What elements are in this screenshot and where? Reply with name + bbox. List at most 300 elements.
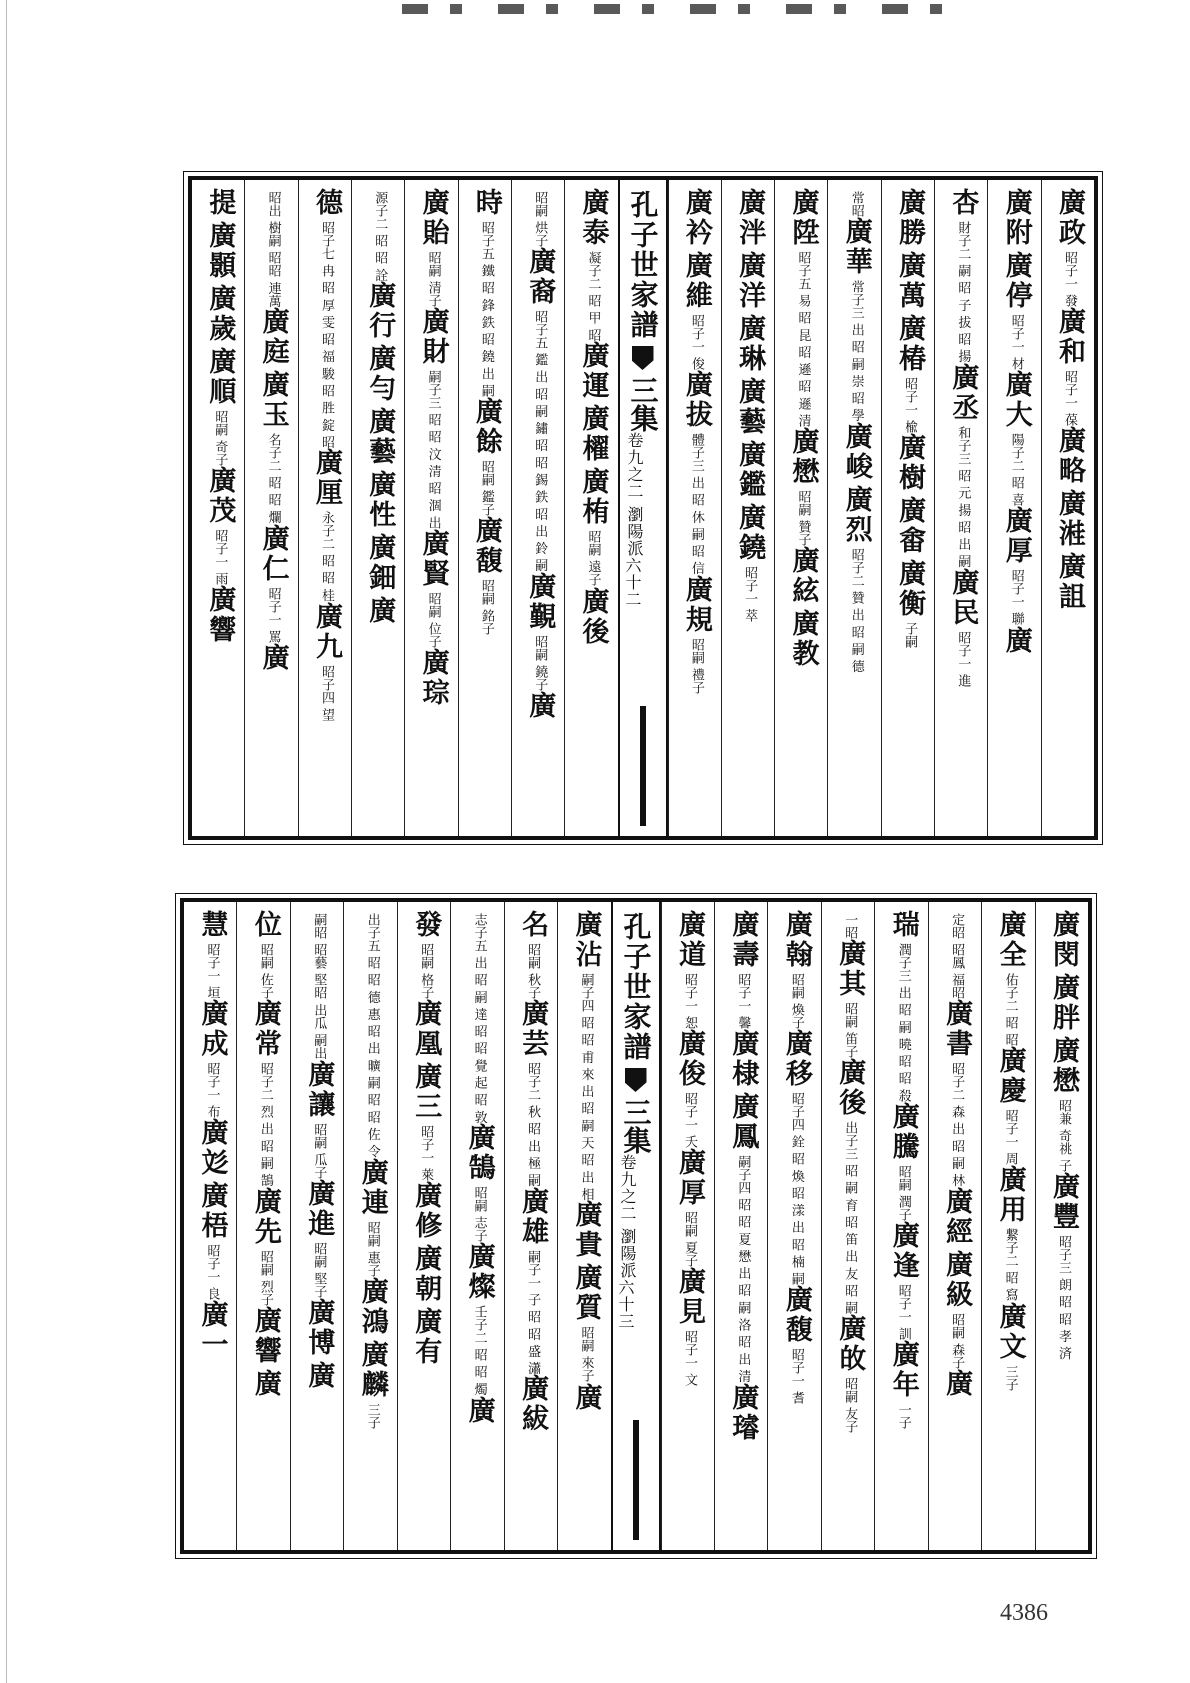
person-name: 廣見 bbox=[673, 1267, 705, 1328]
entry bbox=[674, 1148, 705, 1267]
person-name: 廣庭 bbox=[257, 307, 289, 368]
entry bbox=[578, 587, 609, 650]
person-name: 廣琳 bbox=[734, 314, 766, 374]
lineage-note: 昭子一 萊 bbox=[418, 1125, 434, 1182]
person-name: 廣雄 bbox=[517, 1186, 549, 1247]
entry bbox=[357, 1277, 388, 1340]
entry bbox=[947, 568, 978, 687]
genealogy-leaf-upper bbox=[188, 176, 1098, 840]
person-name: 廣藝 bbox=[364, 407, 396, 468]
person-name: 廣後 bbox=[577, 586, 609, 647]
entry bbox=[734, 503, 765, 622]
entry bbox=[357, 910, 388, 1158]
entry bbox=[517, 1374, 548, 1437]
lineage-note: 永子二 昭 昭 桂 bbox=[318, 511, 334, 602]
entry bbox=[204, 585, 235, 648]
entry bbox=[571, 910, 602, 1200]
person-name: 廣道 bbox=[673, 910, 705, 970]
lineage-note: 昭子二 森 出 昭 嗣 林 bbox=[949, 1062, 965, 1187]
binding-edge-line bbox=[6, 0, 7, 1683]
person-name: 廣峻 bbox=[840, 421, 872, 482]
lineage-note: 昭子七 冉 昭 厚 雯 昭 福 駿 昭 胜 錠 昭 bbox=[318, 221, 334, 449]
lineage-note: 陽子二 昭 喜 bbox=[1008, 433, 1024, 507]
lineage-note: 嗣子三 昭 昭 汶 清 昭 涸 出 bbox=[425, 370, 441, 530]
entry bbox=[410, 1062, 441, 1181]
lineage-note: 嗣子四 昭 昭 夏 懋 出 昭 嗣 洛 昭 出 清 bbox=[735, 1155, 751, 1383]
register-column bbox=[774, 180, 827, 836]
entry bbox=[464, 1396, 495, 1429]
lineage-note: 昭嗣 友子 bbox=[842, 1377, 858, 1434]
entry bbox=[471, 188, 502, 397]
register-column bbox=[511, 180, 564, 836]
entry bbox=[1048, 973, 1079, 1036]
entry bbox=[204, 188, 235, 221]
entry bbox=[303, 910, 334, 1060]
page-number: 4386 bbox=[1000, 1600, 1048, 1626]
entry bbox=[410, 999, 441, 1062]
person-name: 提 bbox=[204, 188, 236, 218]
person-name: 廣勝 bbox=[894, 188, 926, 248]
person-name: 廣經 bbox=[941, 1186, 973, 1247]
person-name: 廣厚 bbox=[673, 1148, 705, 1209]
chapter-label: 卷九之二 瀏陽派 bbox=[618, 1154, 637, 1280]
entry bbox=[841, 422, 872, 485]
person-name: 廣胖 bbox=[1048, 973, 1079, 1033]
entry bbox=[834, 910, 865, 939]
lineage-note: 出子三 昭 嗣 育 昭 笛 出 友 昭 嗣 bbox=[842, 1121, 858, 1315]
entry bbox=[364, 407, 395, 470]
entry bbox=[464, 1123, 495, 1242]
lineage-note: 昭子一 楡 bbox=[902, 377, 918, 434]
leaf-number: 六十三 bbox=[616, 1279, 635, 1331]
lineage-note: 昭嗣 煥子 bbox=[788, 973, 804, 1030]
person-name: 廣讓 bbox=[303, 1059, 335, 1120]
leaf-number: 六十二 bbox=[623, 557, 642, 609]
person-name: 廣芸 bbox=[517, 999, 549, 1060]
lineage-note: 體子三 出 昭 休 嗣 昭 信 bbox=[688, 433, 704, 575]
volume-label: 三集 bbox=[626, 376, 660, 432]
entry bbox=[196, 910, 227, 999]
entry bbox=[524, 691, 555, 724]
entry bbox=[947, 363, 978, 568]
lineage-note: 昭子一 良 bbox=[204, 1244, 220, 1301]
lineage-note: 昭子一 進 bbox=[955, 630, 971, 687]
person-name: 廣修 bbox=[410, 1181, 442, 1242]
lineage-note: 昭子一 萃 bbox=[742, 566, 758, 623]
register-column bbox=[668, 180, 721, 836]
gutter-bar bbox=[633, 1420, 639, 1540]
lineage-note: 昭子一 夭 bbox=[681, 1092, 697, 1149]
entry bbox=[1001, 506, 1032, 625]
register-column bbox=[1041, 180, 1094, 836]
person-name: 廣馥 bbox=[780, 1285, 812, 1346]
entry bbox=[674, 1029, 705, 1148]
entry bbox=[303, 1361, 334, 1394]
entry bbox=[204, 466, 235, 585]
entry bbox=[995, 1302, 1026, 1391]
person-name: 廣烈 bbox=[840, 484, 872, 545]
chapter-label: 卷九之二 瀏陽派 bbox=[625, 432, 644, 558]
person-name: 廣俊 bbox=[673, 1029, 705, 1090]
entry bbox=[941, 1187, 972, 1250]
entry bbox=[834, 1314, 865, 1433]
person-name: 廣朝 bbox=[410, 1244, 442, 1305]
entry bbox=[941, 1250, 972, 1369]
lineage-note: 財子二 嗣 昭 子 拔 昭 揚 bbox=[955, 221, 971, 363]
entry bbox=[727, 910, 758, 1029]
person-name: 時 bbox=[470, 188, 502, 218]
person-name: 廣沾 bbox=[570, 910, 602, 970]
register-column bbox=[767, 902, 820, 1550]
person-name: 廣大 bbox=[1000, 370, 1032, 431]
lineage-note: 昭子五 鐵 昭 鋒 鉄 昭 鐃 出 嗣 bbox=[478, 221, 494, 398]
entry bbox=[1054, 426, 1085, 489]
entry bbox=[1048, 910, 1079, 973]
lineage-note: 昭子一 葆 bbox=[1062, 370, 1077, 427]
entry bbox=[681, 188, 712, 251]
entry bbox=[204, 284, 235, 347]
entry bbox=[1054, 307, 1085, 426]
entry bbox=[517, 910, 548, 999]
entry bbox=[364, 596, 395, 629]
lineage-note: 昭嗣 惠子 bbox=[364, 1220, 380, 1277]
person-name: 廣鵠 bbox=[463, 1123, 495, 1184]
lineage-note: 昭子一 罵 bbox=[265, 586, 281, 643]
person-name: 廣麟 bbox=[356, 1339, 388, 1400]
entry bbox=[1001, 188, 1032, 251]
lineage-note: 昭子二 烈 出 昭 嗣 鵠 bbox=[257, 1062, 273, 1187]
entry bbox=[888, 910, 919, 1102]
entry bbox=[894, 251, 925, 314]
person-name: 廣櫂 bbox=[577, 404, 609, 465]
entry bbox=[727, 1383, 758, 1446]
lineage-note: 昭兼 奇祧 子 bbox=[1056, 1099, 1071, 1173]
entry bbox=[894, 559, 925, 648]
person-name: 廣璿 bbox=[727, 1382, 759, 1443]
person-name: 廣進 bbox=[303, 1178, 335, 1239]
entry bbox=[418, 529, 449, 648]
register-column bbox=[504, 902, 557, 1550]
entry bbox=[571, 1200, 602, 1263]
entry bbox=[364, 281, 395, 344]
person-name: 廣鳳 bbox=[727, 1092, 759, 1153]
person-name: 廣畬 bbox=[894, 496, 926, 557]
person-name: 廣敀 bbox=[834, 1314, 866, 1375]
person-name: 廣 bbox=[257, 642, 289, 673]
person-name: 廣教 bbox=[787, 609, 819, 670]
person-name: 廣質 bbox=[570, 1263, 602, 1324]
entry bbox=[578, 467, 609, 586]
entry bbox=[258, 643, 289, 676]
entry bbox=[250, 1306, 281, 1369]
lineage-note: 昭嗣 森子 bbox=[949, 1312, 965, 1370]
lineage-note: 昭嗣 贊子 bbox=[795, 490, 811, 547]
lineage-note: 一昭 bbox=[842, 913, 858, 939]
entry bbox=[464, 910, 495, 1123]
lineage-note: 昭出 樹嗣 昭昭 連萬 bbox=[265, 191, 281, 308]
person-name: 廣彣 bbox=[196, 1118, 228, 1179]
volume-label: 三集 bbox=[619, 1098, 653, 1154]
lineage-note: 昭子一 耆 bbox=[788, 1348, 804, 1405]
register-column bbox=[821, 902, 874, 1550]
person-name: 廣紱 bbox=[517, 1374, 549, 1435]
person-name: 廣藝 bbox=[734, 377, 766, 437]
person-name: 廣連 bbox=[356, 1157, 388, 1218]
lineage-note: 壬子二 昭 昭 燭 bbox=[471, 1305, 487, 1396]
person-name: 廣騰 bbox=[887, 1101, 919, 1162]
person-name: 廣泰 bbox=[577, 188, 609, 248]
entry bbox=[734, 377, 765, 440]
entry bbox=[894, 496, 925, 559]
lineage-note: 昭嗣 遠子 bbox=[585, 530, 601, 587]
entry bbox=[258, 370, 289, 523]
lineage-note: 昭子一 垣 bbox=[204, 943, 220, 1000]
entry bbox=[418, 188, 449, 307]
lineage-note: 昭嗣 來子 bbox=[578, 1326, 594, 1383]
fish-tail-ornament bbox=[625, 1068, 647, 1092]
entry bbox=[995, 910, 1026, 1046]
entry bbox=[258, 307, 289, 370]
lineage-note: 昭嗣 鑑子 bbox=[478, 460, 494, 517]
entry bbox=[841, 217, 872, 422]
lineage-note: 昭子三 朗 昭 昭 孝 済 bbox=[1056, 1235, 1071, 1360]
entry bbox=[1054, 489, 1085, 552]
person-name: 廣勻 bbox=[364, 344, 396, 405]
entry bbox=[196, 1181, 227, 1300]
cropped-previous-page-strip bbox=[402, 4, 942, 14]
person-name: 發 bbox=[410, 910, 442, 940]
entry bbox=[1048, 1172, 1079, 1360]
lineage-note: 嗣子四 昭 昭 甫 來 出 昭 嗣 天 昭 出 相 bbox=[578, 973, 594, 1201]
book-title: 孔子世家譜 bbox=[619, 912, 653, 1062]
person-name: 廣懋 bbox=[787, 427, 819, 488]
person-name: 廣仁 bbox=[257, 523, 289, 584]
entry bbox=[524, 188, 555, 247]
entry bbox=[781, 1029, 812, 1285]
person-name: 廣書 bbox=[941, 999, 973, 1060]
entry bbox=[578, 404, 609, 467]
entry bbox=[578, 188, 609, 341]
register-column bbox=[290, 902, 343, 1550]
lineage-note: 昭嗣 堅子 bbox=[311, 1241, 327, 1298]
entry bbox=[734, 440, 765, 503]
entry bbox=[517, 1187, 548, 1375]
lineage-note: 昭嗣 清子 bbox=[425, 251, 441, 308]
register-column bbox=[557, 902, 610, 1550]
person-name: 廣其 bbox=[834, 939, 866, 999]
entry bbox=[787, 427, 818, 546]
lineage-note: 佑子二 昭 昭 bbox=[1002, 973, 1018, 1047]
register-column bbox=[458, 180, 511, 836]
entry bbox=[734, 251, 765, 314]
person-name: 廣政 bbox=[1054, 188, 1085, 248]
entry bbox=[841, 485, 872, 673]
entry bbox=[204, 221, 235, 284]
entry bbox=[894, 433, 925, 496]
entry bbox=[681, 370, 712, 575]
entry bbox=[734, 188, 765, 251]
entry bbox=[888, 1340, 919, 1429]
entry bbox=[781, 1285, 812, 1404]
person-name: 廣泮 bbox=[734, 188, 766, 248]
center-gutter bbox=[611, 902, 661, 1550]
person-name: 廣顥 bbox=[204, 221, 236, 281]
entry bbox=[1054, 188, 1085, 307]
register-column bbox=[298, 180, 351, 836]
entry bbox=[410, 1181, 441, 1244]
register-column bbox=[343, 902, 396, 1550]
entry bbox=[357, 1158, 388, 1277]
person-name: 廣 bbox=[303, 1360, 335, 1391]
entry bbox=[364, 188, 395, 281]
person-name: 廣博 bbox=[303, 1297, 335, 1358]
person-name: 廣三 bbox=[410, 1062, 442, 1123]
entry bbox=[303, 1179, 334, 1298]
entry bbox=[571, 1383, 602, 1416]
person-name: 廣鈿 bbox=[364, 533, 396, 594]
lineage-note: 昭嗣 瓜子 bbox=[311, 1122, 327, 1179]
entry bbox=[571, 1263, 602, 1382]
entry bbox=[1001, 251, 1032, 370]
entry bbox=[578, 341, 609, 404]
person-name: 廣賢 bbox=[417, 529, 449, 590]
person-name: 廣規 bbox=[680, 574, 712, 635]
person-name: 廣鑑 bbox=[734, 440, 766, 500]
entry bbox=[1001, 626, 1032, 659]
lineage-note: 昭嗣 志子 bbox=[471, 1186, 487, 1243]
person-name: 廣茂 bbox=[204, 466, 236, 527]
lineage-note: 昭嗣 銘子 bbox=[478, 579, 494, 636]
lineage-note: 昭嗣 禮子 bbox=[688, 637, 704, 695]
register-column bbox=[351, 180, 404, 836]
person-name: 廣略 bbox=[1054, 426, 1085, 487]
person-name: 廣 bbox=[570, 1382, 602, 1413]
register-column bbox=[1035, 902, 1088, 1550]
person-name: 廣琮 bbox=[417, 648, 449, 709]
person-name: 廣有 bbox=[410, 1307, 442, 1368]
entry bbox=[410, 1244, 441, 1307]
entry bbox=[674, 1267, 705, 1386]
entry bbox=[834, 1058, 865, 1314]
person-name: 廣運 bbox=[577, 341, 609, 402]
lineage-note: 昭子一 布 bbox=[204, 1062, 220, 1119]
entry bbox=[410, 1307, 441, 1370]
person-name: 廣全 bbox=[994, 910, 1026, 970]
center-gutter bbox=[618, 180, 668, 836]
person-name: 廣民 bbox=[947, 567, 979, 628]
person-name: 廣懋 bbox=[1048, 1036, 1079, 1096]
person-name: 位 bbox=[249, 910, 281, 940]
person-name: 廣先 bbox=[249, 1186, 281, 1247]
lineage-note: 嗣昭 昭藝 堅昭 出瓜 嗣出 bbox=[311, 913, 327, 1060]
entry bbox=[364, 344, 395, 407]
register-column bbox=[564, 180, 617, 836]
person-name: 廣豐 bbox=[1048, 1172, 1079, 1233]
entry bbox=[418, 307, 449, 529]
register-column bbox=[934, 180, 987, 836]
entry bbox=[841, 188, 872, 217]
entry bbox=[1001, 370, 1032, 506]
entry bbox=[727, 1092, 758, 1382]
person-name: 廣級 bbox=[941, 1249, 973, 1310]
register-column bbox=[244, 180, 297, 836]
person-name: 廣行 bbox=[364, 281, 396, 342]
lineage-note: 昭子一 訓 bbox=[895, 1284, 911, 1341]
entry bbox=[364, 470, 395, 533]
entry bbox=[941, 999, 972, 1187]
entry bbox=[471, 516, 502, 635]
person-name: 廣 bbox=[463, 1395, 495, 1426]
lineage-note: 昭嗣 潤子 bbox=[895, 1164, 911, 1222]
entry bbox=[196, 999, 227, 1118]
lineage-note: 昭嗣 佐子 bbox=[257, 943, 273, 1000]
person-name: 廣財 bbox=[417, 307, 449, 368]
entry bbox=[888, 1221, 919, 1340]
book-title: 孔子世家譜 bbox=[626, 190, 660, 340]
register-column bbox=[192, 180, 244, 836]
lineage-note: 昭子一 恕 bbox=[681, 973, 697, 1030]
entry bbox=[303, 1060, 334, 1179]
lineage-note: 昭嗣 鐃子 bbox=[532, 634, 548, 692]
person-name: 廣 bbox=[364, 596, 396, 627]
lineage-note: 昭子四 望 bbox=[318, 664, 334, 722]
person-name: 廣附 bbox=[1000, 188, 1032, 248]
entry bbox=[471, 397, 502, 516]
gutter-bar bbox=[640, 706, 646, 826]
entry bbox=[787, 609, 818, 672]
entry bbox=[834, 939, 865, 1058]
register-column bbox=[714, 902, 767, 1550]
person-name: 廣 bbox=[941, 1369, 973, 1400]
lineage-note: 和子三 昭 元 揚 昭 出 嗣 bbox=[955, 425, 971, 568]
person-name: 廣樹 bbox=[894, 433, 926, 494]
person-name: 廣燦 bbox=[463, 1242, 495, 1303]
register-column bbox=[881, 180, 934, 836]
entry bbox=[311, 448, 342, 601]
person-name: 廣常 bbox=[249, 999, 281, 1060]
lineage-note: 昭子四 銓 昭 煥 昭 漾 出 昭 楠 嗣 bbox=[788, 1092, 804, 1286]
lineage-note: 昭子五 易 昭 昆 昭 遜 昭 遜 清 bbox=[795, 251, 811, 428]
register-column bbox=[981, 902, 1034, 1550]
register-column bbox=[827, 180, 880, 836]
lineage-note: 常子三 出 昭 嗣 崇 昭 學 bbox=[848, 280, 864, 422]
person-name: 廣洋 bbox=[734, 251, 766, 311]
person-name: 廣丞 bbox=[947, 362, 979, 423]
person-name: 廣移 bbox=[780, 1029, 812, 1090]
person-name: 廣文 bbox=[994, 1301, 1026, 1362]
lineage-note: 名子二 昭 昭 爛 bbox=[265, 433, 281, 524]
register-column bbox=[987, 180, 1040, 836]
lineage-note: 昭子一 文 bbox=[681, 1330, 697, 1387]
person-name: 廣壽 bbox=[727, 910, 759, 970]
person-name: 廣閔 bbox=[1048, 910, 1079, 970]
register-column bbox=[661, 902, 714, 1550]
person-name: 廣後 bbox=[834, 1058, 866, 1119]
entry bbox=[1054, 552, 1085, 615]
entry bbox=[941, 910, 972, 999]
entry bbox=[888, 1102, 919, 1221]
person-name: 廣棣 bbox=[727, 1029, 759, 1090]
person-name: 廣響 bbox=[204, 585, 236, 646]
person-name: 廣順 bbox=[204, 347, 236, 407]
entry bbox=[524, 247, 555, 572]
lineage-note: 昭子一 雨 bbox=[212, 529, 228, 586]
entry bbox=[418, 648, 449, 711]
person-name: 廣九 bbox=[310, 601, 342, 662]
person-name: 廣貴 bbox=[570, 1200, 602, 1261]
entry bbox=[787, 546, 818, 609]
lineage-note: 出子五 昭 昭 德 惠 昭 出 曠 嗣 昭 昭 佐 令 bbox=[364, 913, 380, 1158]
